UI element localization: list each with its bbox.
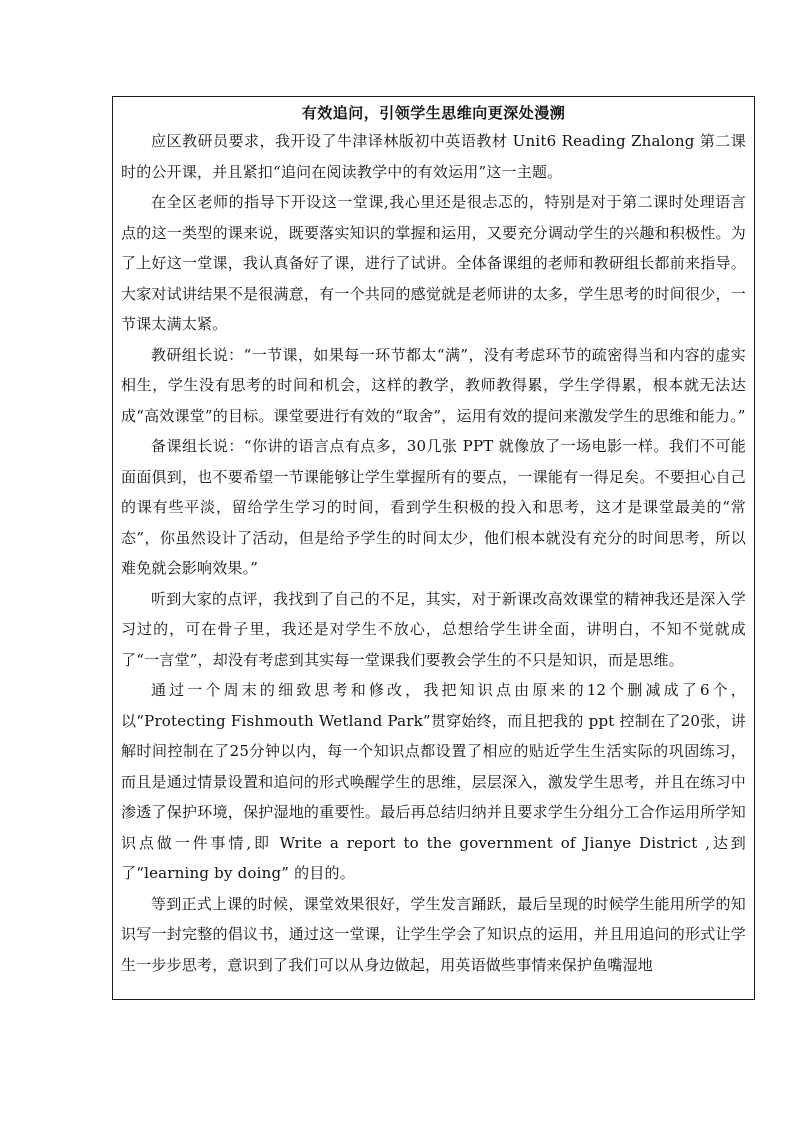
paragraph-5: 听到大家的点评，我找到了自己的不足，其实，对于新课改高效课堂的精神我还是深入学习过的，可在骨子里，我还是对学生不放心，总想给学生讲全面，讲明白，不知不觉就成了“一言堂”，却没有考虑到其实每一堂课我们要教会学生的不只是知识，而是思维。: [121, 589, 746, 669]
paragraph-4: 备课组长说：“你讲的语言点有点多，30几张 PPT 就像放了一场电影一样。我们不可能面面俱到，也不要希望一节课能够让学生掌握所有的要点，一课能有一得足矣。不要担心自己的课有些平淡，留给学生学习的时间，看到学生积极的投入和思考，这才是课堂最美的“常态”，你虽然设计了活动，但是给予学生的时间太少，他们根本就没有充分的时间思考，所以难免就会影响效果。”: [121, 437, 746, 577]
document-table-cell: [112, 96, 755, 1000]
paragraph-6: 通过一个周末的细致思考和修改，我把知识点由原来的12个删减成了6个，以“Protecting Fishmouth Wetland Park”贯穿始终，而且把我的 ppt 控制在了20张，讲解时间控制在了25分钟以内，每一个知识点都设置了相应的贴近学生生活实际的巩固练习，而且是通过情景设置和追问的形式唤醒学生的思维，层层深入，激发学生思考，并且在练习中渗透了保护环境，保护湿地的重要性。最后再总结归纳并且要求学生分组分工合作运用所学知识点做一件事情,即 Write a report to the government of Jianye District ,达到了“learning by doing” 的目的。: [121, 681, 746, 882]
paragraph-7: 等到正式上课的时候，课堂效果很好，学生发言踊跃，最后呈现的时候学生能用所学的知识写一封完整的倡议书，通过这一堂课，让学生学会了知识点的运用，并且用追问的形式让学生一步步思考，意识到了我们可以从身边做起，用英语做些事情来保护鱼嘴湿地: [121, 894, 746, 974]
paragraph-3: 教研组长说：“一节课，如果每一环节都太“满”，没有考虑环节的疏密得当和内容的虚实相生，学生没有思考的时间和机会，这样的教学，教师教得累，学生学得累，根本就无法达成“高效课堂”的目标。课堂要进行有效的“取舍”，运用有效的提问来激发学生的思维和能力。”: [121, 345, 746, 425]
document-title: 有效追问，引领学生思维向更深处漫溯: [301, 104, 566, 122]
paragraph-1: 应区教研员要求，我开设了牛津译林版初中英语教材 Unit6 Reading Zhalong 第二课时的公开课，并且紧扣“追问在阅读教学中的有效运用”这一主题。: [121, 132, 746, 181]
paragraph-2: 在全区老师的指导下开设这一堂课,我心里还是很忐忑的，特别是对于第二课时处理语言点的这一类型的课来说，既要落实知识的掌握和运用，又要充分调动学生的兴趣和积极性。为了上好这一堂课，我认真备好了课，进行了试讲。全体备课组的老师和教研组长都前来指导。大家对试讲结果不是很满意，有一个共同的感觉就是老师讲的太多，学生思考的时间很少，一节课太满太紧。: [121, 193, 746, 333]
